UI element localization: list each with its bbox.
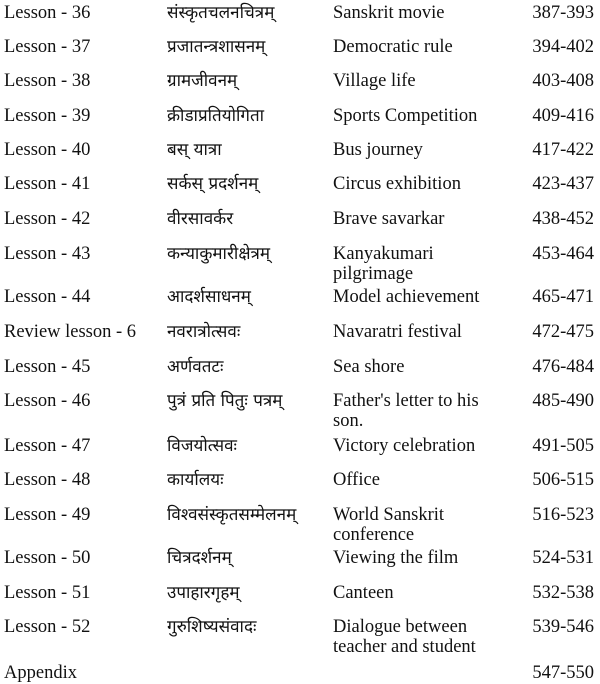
sanskrit-title: गुरुशिष्यसंवादः xyxy=(167,617,257,637)
lesson-number: Lesson - 38 xyxy=(4,71,91,91)
page-range: 485-490 xyxy=(532,391,594,411)
english-title: Canteen xyxy=(333,583,394,603)
page-range: 387-393 xyxy=(532,3,594,23)
sanskrit-title: अर्णवतटः xyxy=(167,357,224,377)
lesson-number: Lesson - 50 xyxy=(4,548,91,568)
sanskrit-title: पुत्रं प्रति पितुः पत्रम् xyxy=(167,391,283,411)
lesson-number: Lesson - 42 xyxy=(4,209,91,229)
sanskrit-title: विश्वसंस्कृतसम्मेलनम् xyxy=(167,505,297,525)
lesson-number: Lesson - 44 xyxy=(4,287,91,307)
sanskrit-title: चित्रदर्शनम् xyxy=(167,548,232,568)
page-range: 472-475 xyxy=(532,322,594,342)
page-range: 491-505 xyxy=(532,436,594,456)
page-range: 524-531 xyxy=(532,548,594,568)
page-range: 409-416 xyxy=(532,106,594,126)
page-range: 516-523 xyxy=(532,505,594,525)
lesson-number: Lesson - 48 xyxy=(4,470,91,490)
sanskrit-title: ग्रामजीवनम् xyxy=(167,71,238,91)
lesson-number: Lesson - 36 xyxy=(4,3,91,23)
english-title: Dialogue between teacher and student xyxy=(333,617,476,657)
english-title: Viewing the film xyxy=(333,548,459,568)
english-title: Model achievement xyxy=(333,287,480,307)
page-range: 465-471 xyxy=(532,287,594,307)
lesson-number: Lesson - 40 xyxy=(4,140,91,160)
lesson-number: Lesson - 43 xyxy=(4,244,91,264)
lesson-number: Lesson - 46 xyxy=(4,391,91,411)
lesson-number: Lesson - 37 xyxy=(4,37,91,57)
english-title: Village life xyxy=(333,71,416,91)
page-range: 423-437 xyxy=(532,174,594,194)
lesson-number: Lesson - 49 xyxy=(4,505,91,525)
english-title: Navaratri festival xyxy=(333,322,462,342)
page-range: 532-538 xyxy=(532,583,594,603)
sanskrit-title: वीरसावर्कर xyxy=(167,209,234,229)
sanskrit-title: बस् यात्रा xyxy=(167,140,222,160)
sanskrit-title: संस्कृतचलनचित्रम् xyxy=(167,3,275,23)
page-range: 547-550 xyxy=(532,663,594,683)
english-title: Brave savarkar xyxy=(333,209,445,229)
sanskrit-title: प्रजातन्त्रशासनम् xyxy=(167,37,266,57)
sanskrit-title: कन्याकुमारीक्षेत्रम् xyxy=(167,244,271,264)
page-range: 539-546 xyxy=(532,617,594,637)
lesson-number: Lesson - 39 xyxy=(4,106,91,126)
sanskrit-title: कार्यालयः xyxy=(167,470,224,490)
lesson-number: Lesson - 47 xyxy=(4,436,91,456)
lesson-number: Review lesson - 6 xyxy=(4,322,137,342)
english-title: Sanskrit movie xyxy=(333,3,445,23)
lesson-number: Lesson - 41 xyxy=(4,174,91,194)
english-title: Democratic rule xyxy=(333,37,453,57)
page-range: 438-452 xyxy=(532,209,594,229)
lesson-number: Lesson - 45 xyxy=(4,357,91,377)
sanskrit-title: नवरात्रोत्सवः xyxy=(167,322,241,342)
english-title: Sea shore xyxy=(333,357,405,377)
english-title: World Sanskrit conference xyxy=(333,505,445,545)
english-title: Kanyakumari pilgrimage xyxy=(333,244,434,284)
sanskrit-title: सर्कस् प्रदर्शनम् xyxy=(167,174,259,194)
sanskrit-title: क्रीडाप्रतियोगिता xyxy=(167,106,265,126)
english-title: Victory celebration xyxy=(333,436,476,456)
lesson-number: Appendix xyxy=(4,663,77,683)
page-range: 403-408 xyxy=(532,71,594,91)
english-title: Circus exhibition xyxy=(333,174,461,194)
lesson-number: Lesson - 52 xyxy=(4,617,91,637)
english-title: Father's letter to his son. xyxy=(333,391,479,431)
page-range: 453-464 xyxy=(532,244,594,264)
page-range: 417-422 xyxy=(532,140,594,160)
english-title: Office xyxy=(333,470,380,490)
sanskrit-title: विजयोत्सवः xyxy=(167,436,237,456)
page-range: 506-515 xyxy=(532,470,594,490)
english-title: Sports Competition xyxy=(333,106,478,126)
sanskrit-title: आदर्शसाधनम् xyxy=(167,287,251,307)
english-title: Bus journey xyxy=(333,140,423,160)
lesson-number: Lesson - 51 xyxy=(4,583,91,603)
sanskrit-title: उपाहारगृहम् xyxy=(167,583,240,603)
page-range: 476-484 xyxy=(532,357,594,377)
page-range: 394-402 xyxy=(532,37,594,57)
